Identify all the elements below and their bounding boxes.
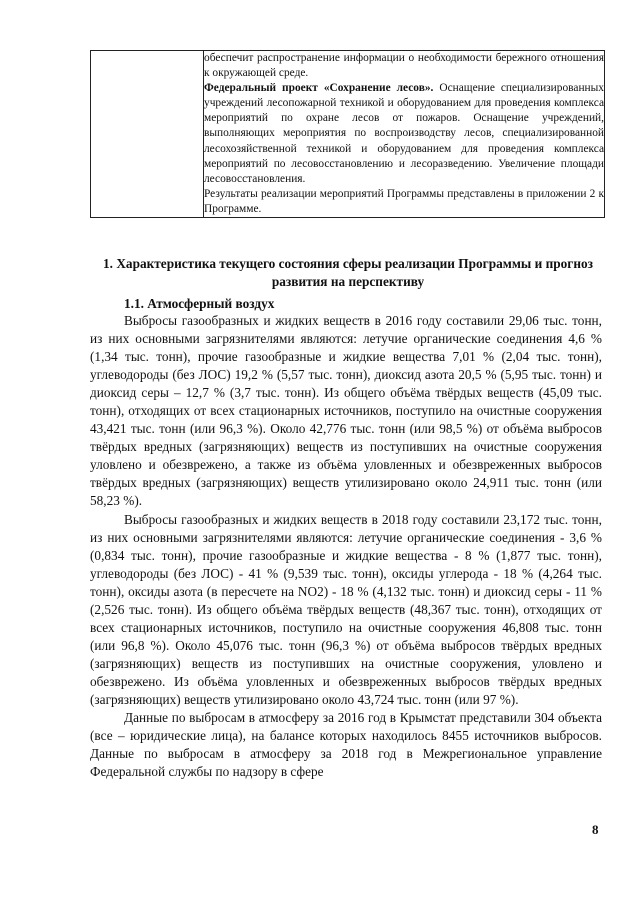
project-text: Оснащение специализированных учреждений лесопожарной техникой и оборудованием для проведения комплекса мероприятий по охране лесов от пожаров. Оснащение учреждений, выполняющих мероприятия по воспроизводству лесов, специализированной лесохозяйственной техникой и оборудованием для проведения комплекса мероприятий по лесовосстановлению и лесоразведению. Увеличение площади лесовосстановления. [204,82,604,185]
body-text [90,312,602,781]
table-cell-content [204,51,605,218]
paragraph-data-sources: Данные по выбросам в атмосферу за 2016 год в Крымстат представили 304 объекта (все – юридические лица), на балансе которых находилось 8455 источников выбросов. Данные по выбросам в атмосферу за 2018 год в Межрегиональное управление Федеральной службы по надзору в сфере [90,710,602,780]
table-paragraph-project [204,81,604,187]
table-paragraph-1: обеспечит распространение информации о необходимости бережного отношения к окружающей среде. [204,52,604,80]
paragraph-2018-emissions: Выбросы газообразных и жидких веществ в 2018 году составили 23,172 тыс. тонн, из них основными загрязнителями являются: летучие органические соединения - 3,6 % (0,834 тыс. тонн), прочие газообразные и жидкие вещества - 8 % (1,877 тыс. тонн), углеводороды (без ЛОС) - 41 % (9,539 тыс. тонн), оксиды углерода - 18 % (4,264 тыс. тонн), оксиды азота (в пересчете на NO2) - 18 % (4,132 тыс. тонн) и диоксид серы - 11 % (2,526 тыс. тонн). Из общего объёма твёрдых веществ (48,367 тыс. тонн), отходящих от всех стационарных источников, поступило на очистные сооружения 46,808 тыс. тонн (или 96,8 %). Около 45,076 тыс. тонн (96,3 %) от объёма выбросов твёрдых вредных (загрязняющих) веществ из поступивших на очистные сооружения, уловлено и обезврежено. Из объёма уловленных и обезвреженных выбросов твёрдых вредных (загрязняющих) веществ утилизировано около 43,724 тыс. тонн (или 97 %). [90,511,602,707]
page-number: 8 [592,822,599,837]
table-cell-empty [91,51,204,218]
paragraph-2016-emissions: Выбросы газообразных и жидких веществ в 2016 году составили 29,06 тыс. тонн, из них основными загрязнителями являются: летучие органические соединения 4,6 % (1,34 тыс. тонн), прочие газообразные и жидкие вещества 7,01 % (2,04 тыс. тонн), углеводороды (без ЛОС) 19,2 % (5,57 тыс. тонн), диоксид азота 20,5 % (5,95 тыс. тонн) и диоксид серы – 12,7 % (3,7 тыс. тонн). Из общего объёма твёрдых веществ (45,09 тыс. тонн), отходящих от всех стационарных источников, поступило на очистные сооружения 43,421 тыс. тонн (или 96,3 %). Около 42,776 тыс. тонн (или 98,5 %) от объёма выбросов твёрдых вредных (загрязняющих) веществ из поступивших на очистные сооружения уловлено и обезврежено, а также из объёма уловленных и обезвреженных выбросов твёрдых вредных (загрязняющих) веществ утилизировано около 24,911 тыс. тонн (или 58,23 %). [90,313,602,509]
section-title: 1. Характеристика текущего состояния сферы реализации Программы и прогноз развития на перспективу [103,256,593,289]
table-row [91,51,605,218]
project-label: Федеральный проект «Сохранение лесов». [204,82,434,95]
subsection-title: 1.1. Атмосферный воздух [124,296,275,311]
continuation-table [90,50,605,218]
table-paragraph-results: Результаты реализации мероприятий Программы представлены в приложении 2 к Программе. [204,187,604,215]
